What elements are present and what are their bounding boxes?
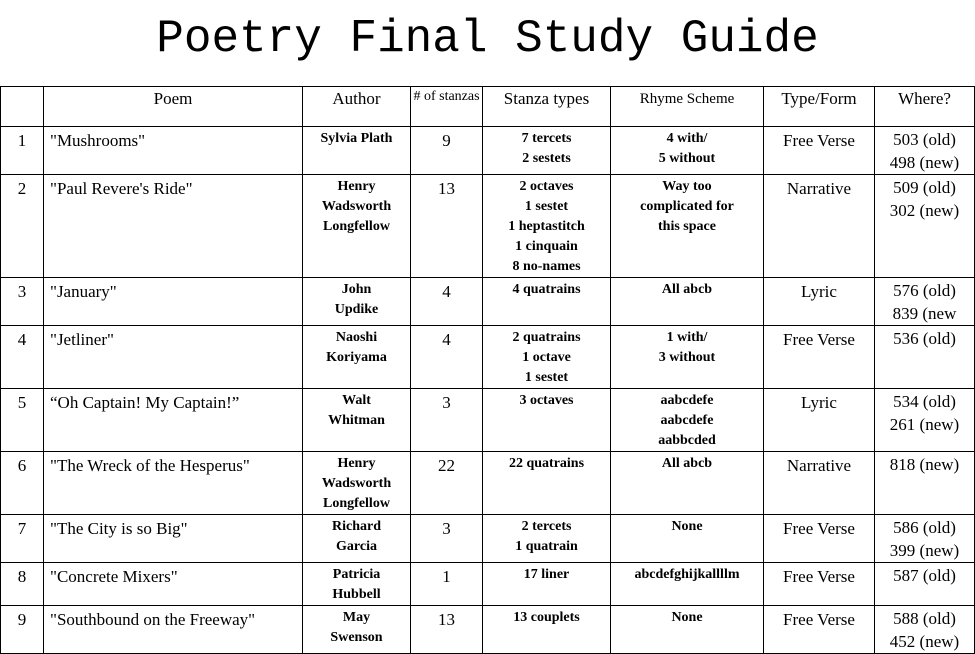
stanza-types-line: 1 octave <box>522 350 571 365</box>
poem-title: "Concrete Mixers" <box>44 563 303 606</box>
stanza-types <box>483 278 611 326</box>
stanza-types-line: 4 quatrains <box>512 282 581 297</box>
stanza-types <box>483 452 611 515</box>
page-location-line: 586 (old) <box>893 518 956 537</box>
page-location <box>875 389 975 452</box>
page-location-line: 503 (old) <box>893 130 956 149</box>
author-name-line: Walt <box>342 393 371 408</box>
stanza-types <box>483 515 611 563</box>
header-row <box>1 87 975 127</box>
row-number: 2 <box>1 175 44 278</box>
row-number: 1 <box>1 127 44 175</box>
rhyme-scheme-line: 1 with/ <box>666 330 708 345</box>
stanza-types-line: 3 octaves <box>519 393 574 408</box>
poem-title: "The Wreck of the Hesperus" <box>44 452 303 515</box>
page-location-line: 261 (new) <box>889 415 960 434</box>
page-location-line: 536 (old) <box>893 329 956 348</box>
author-name-line: Whitman <box>328 413 385 428</box>
stanza-types-line: 7 tercets <box>521 131 572 146</box>
stanza-types-line: 13 couplets <box>513 610 580 625</box>
table-row <box>1 278 975 326</box>
type-form: Free Verse <box>764 127 875 175</box>
page-title: Poetry Final Study Guide <box>156 13 819 65</box>
row-number: 9 <box>1 606 44 654</box>
stanza-types <box>483 389 611 452</box>
rhyme-scheme-line: this space <box>658 219 716 234</box>
table-row <box>1 326 975 389</box>
stanza-types-line: 1 sestet <box>524 199 569 214</box>
stanza-types-line: 8 no-names <box>512 259 581 274</box>
rhyme-scheme-line: aabcdefe <box>660 413 714 428</box>
header-where: Where? <box>875 87 975 127</box>
row-number: 5 <box>1 389 44 452</box>
author-name-line: Richard <box>332 519 381 534</box>
author-name-line: Naoshi <box>335 330 378 345</box>
rhyme-scheme <box>611 175 764 278</box>
page-location <box>875 515 975 563</box>
rhyme-scheme-line: None <box>671 519 703 534</box>
page-location-line: 534 (old) <box>893 392 956 411</box>
table-row <box>1 389 975 452</box>
type-form: Free Verse <box>764 515 875 563</box>
stanza-types-line: 1 cinquain <box>515 239 578 254</box>
stanza-count: 13 <box>411 606 483 654</box>
author-name <box>303 127 411 175</box>
page-location-line: 839 (new <box>892 304 957 323</box>
author-name-line: Sylvia Plath <box>320 131 393 146</box>
stanza-count: 3 <box>411 389 483 452</box>
author-name <box>303 606 411 654</box>
rhyme-scheme <box>611 278 764 326</box>
page-location-line: 509 (old) <box>893 178 956 197</box>
rhyme-scheme-line: None <box>671 610 703 625</box>
poem-title: "Southbound on the Freeway" <box>44 606 303 654</box>
row-number: 4 <box>1 326 44 389</box>
page-location <box>875 452 975 515</box>
type-form: Free Verse <box>764 326 875 389</box>
header-rhyme-scheme: Rhyme Scheme <box>611 87 764 127</box>
poem-title: “Oh Captain! My Captain!” <box>44 389 303 452</box>
header-stanzas: # of stanzas <box>411 87 483 127</box>
table-row <box>1 515 975 563</box>
rhyme-scheme-line: Way too <box>662 179 712 194</box>
page-location <box>875 175 975 278</box>
rhyme-scheme-line: complicated for <box>640 199 734 214</box>
page-location-line: 587 (old) <box>893 566 956 585</box>
rhyme-scheme <box>611 326 764 389</box>
stanza-types-line: 2 quatrains <box>512 330 581 345</box>
type-form: Narrative <box>764 175 875 278</box>
table-row <box>1 606 975 654</box>
author-name <box>303 389 411 452</box>
page-location-line: 588 (old) <box>893 609 956 628</box>
author-name-line: May <box>342 610 371 625</box>
type-form: Lyric <box>764 278 875 326</box>
stanza-types <box>483 563 611 606</box>
row-number: 6 <box>1 452 44 515</box>
author-name-line: Hubbell <box>332 587 381 602</box>
stanza-types-line: 17 liner <box>523 567 570 582</box>
poem-title: "Paul Revere's Ride" <box>44 175 303 278</box>
header-stanza-types: Stanza types <box>483 87 611 127</box>
rhyme-scheme-line: aabbcded <box>658 433 716 448</box>
author-name-line: Patricia <box>332 567 381 582</box>
stanza-types-line: 2 sestets <box>522 151 571 166</box>
stanza-count: 3 <box>411 515 483 563</box>
page-location-line: 399 (new) <box>889 541 960 560</box>
author-name-line: Henry <box>337 179 376 194</box>
rhyme-scheme <box>611 563 764 606</box>
page-location <box>875 127 975 175</box>
rhyme-scheme <box>611 452 764 515</box>
row-number: 7 <box>1 515 44 563</box>
stanza-types-line: 2 tercets <box>521 519 572 534</box>
poem-title: "Jetliner" <box>44 326 303 389</box>
rhyme-scheme-line: aabcdefe <box>660 393 714 408</box>
poem-title: "January" <box>44 278 303 326</box>
author-name <box>303 563 411 606</box>
header-author: Author <box>303 87 411 127</box>
page-location <box>875 326 975 389</box>
stanza-types-line: 1 quatrain <box>515 539 578 554</box>
author-name <box>303 326 411 389</box>
table-row <box>1 127 975 175</box>
rhyme-scheme <box>611 515 764 563</box>
rhyme-scheme-line: 4 with/ <box>666 131 708 146</box>
page-location <box>875 606 975 654</box>
page-location <box>875 563 975 606</box>
stanza-count: 4 <box>411 278 483 326</box>
author-name-line: Longfellow <box>323 496 390 511</box>
page-location-line: 302 (new) <box>889 201 960 220</box>
row-number: 8 <box>1 563 44 606</box>
stanza-types-line: 22 quatrains <box>508 456 585 471</box>
author-name <box>303 278 411 326</box>
author-name-line: Koriyama <box>326 350 387 365</box>
stanza-count: 1 <box>411 563 483 606</box>
page-location-line: 818 (new) <box>889 455 960 474</box>
author-name-line: Garcia <box>336 539 377 554</box>
type-form: Narrative <box>764 452 875 515</box>
page-location-line: 498 (new) <box>889 153 960 172</box>
header-poem: Poem <box>44 87 303 127</box>
type-form: Free Verse <box>764 606 875 654</box>
stanza-count: 9 <box>411 127 483 175</box>
author-name-line: John <box>341 282 372 297</box>
stanza-types-line: 1 sestet <box>524 370 569 385</box>
stanza-count: 4 <box>411 326 483 389</box>
author-name-line: Wadsworth <box>321 476 392 491</box>
study-guide-table <box>0 86 975 654</box>
stanza-types <box>483 326 611 389</box>
author-name-line: Longfellow <box>323 219 390 234</box>
table-row <box>1 175 975 278</box>
author-name <box>303 515 411 563</box>
rhyme-scheme-line: All abcb <box>661 456 713 471</box>
stanza-types <box>483 175 611 278</box>
rhyme-scheme-line: All abcb <box>661 282 713 297</box>
author-name <box>303 175 411 278</box>
table-row <box>1 563 975 606</box>
rhyme-scheme-line: 5 without <box>658 151 716 166</box>
stanza-types-line: 2 octaves <box>519 179 574 194</box>
header-num <box>1 87 44 127</box>
rhyme-scheme-line: 3 without <box>658 350 716 365</box>
author-name-line: Wadsworth <box>321 199 392 214</box>
row-number: 3 <box>1 278 44 326</box>
stanza-count: 22 <box>411 452 483 515</box>
stanza-types <box>483 127 611 175</box>
page-location-line: 576 (old) <box>893 281 956 300</box>
author-name-line: Swenson <box>330 630 383 645</box>
rhyme-scheme <box>611 606 764 654</box>
table-row <box>1 452 975 515</box>
page-location-line: 452 (new) <box>889 632 960 651</box>
poem-title: "Mushrooms" <box>44 127 303 175</box>
rhyme-scheme <box>611 127 764 175</box>
stanza-types <box>483 606 611 654</box>
stanza-count: 13 <box>411 175 483 278</box>
header-type-form: Type/Form <box>764 87 875 127</box>
rhyme-scheme-line: abcdefghijkallllm <box>634 567 740 582</box>
type-form: Lyric <box>764 389 875 452</box>
author-name-line: Henry <box>337 456 376 471</box>
rhyme-scheme <box>611 389 764 452</box>
stanza-types-line: 1 heptastitch <box>508 219 585 234</box>
type-form: Free Verse <box>764 563 875 606</box>
author-name <box>303 452 411 515</box>
page-location <box>875 278 975 326</box>
poem-title: "The City is so Big" <box>44 515 303 563</box>
author-name-line: Updike <box>334 302 379 317</box>
